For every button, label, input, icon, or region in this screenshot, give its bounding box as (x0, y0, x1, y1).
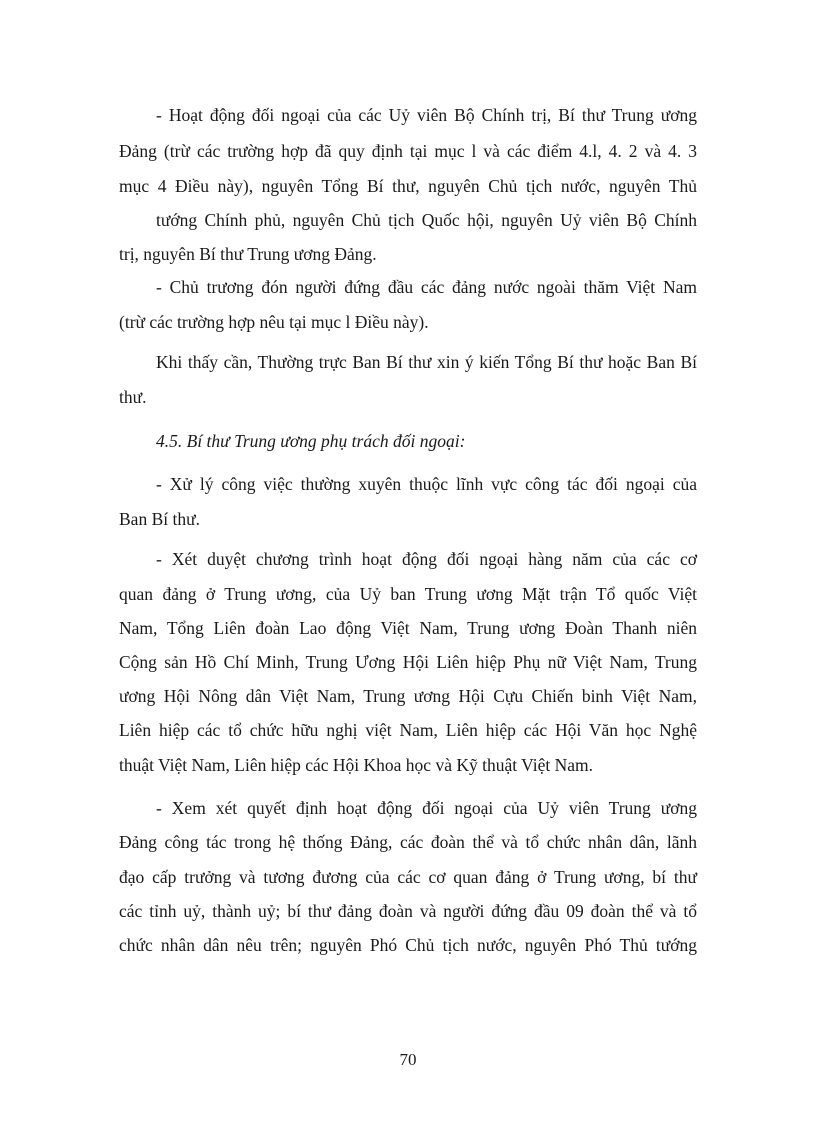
text-line: (trừ các trường hợp nêu tại mục l Điều này). (119, 312, 429, 332)
section-heading: 4.5. Bí thư Trung ương phụ trách đối ngoại: (156, 431, 466, 451)
text-line: Đảng (trừ các trường hợp đã quy định tại mục l và các điểm 4.l, 4. 2 và 4. 3 (119, 141, 697, 161)
text-line: - Xét duyệt chương trình hoạt động đối ngoại hàng năm của các cơ (156, 549, 697, 569)
text-line: chức nhân dân nêu trên; nguyên Phó Chủ tịch nước, nguyên Phó Thủ tướng (119, 935, 697, 955)
text-line: Cộng sản Hồ Chí Minh, Trung Ương Hội Liên hiệp Phụ nữ Việt Nam, Trung (119, 652, 697, 672)
text-line: - Xử lý công việc thường xuyên thuộc lĩnh vực công tác đối ngoại của (156, 474, 697, 494)
text-line: Đảng công tác trong hệ thống Đảng, các đoàn thể và tổ chức nhân dân, lãnh (119, 832, 697, 852)
text-line: Ban Bí thư. (119, 509, 200, 529)
text-line: tướng Chính phủ, nguyên Chủ tịch Quốc hội, nguyên Uỷ viên Bộ Chính (156, 210, 697, 230)
text-line: - Xem xét quyết định hoạt động đối ngoại của Uỷ viên Trung ương (156, 798, 697, 818)
text-line: các tỉnh uỷ, thành uỷ; bí thư đảng đoàn và người đứng đầu 09 đoàn thể và tổ (119, 901, 697, 921)
text-line: - Chủ trương đón người đứng đầu các đảng nước ngoài thăm Việt Nam (156, 277, 697, 297)
text-line: trị, nguyên Bí thư Trung ương Đảng. (119, 244, 377, 264)
text-line: thuật Việt Nam, Liên hiệp các Hội Khoa học và Kỹ thuật Việt Nam. (119, 755, 593, 775)
text-line: đạo cấp trưởng và tương đương của các cơ quan đảng ở Trung ương, bí thư (119, 867, 697, 887)
text-line: quan đảng ở Trung ương, của Uỷ ban Trung ương Mặt trận Tổ quốc Việt (119, 584, 697, 604)
text-line: mục 4 Điều này), nguyên Tổng Bí thư, nguyên Chủ tịch nước, nguyên Thủ (119, 176, 697, 196)
text-line: Liên hiệp các tổ chức hữu nghị việt Nam, Liên hiệp các Hội Văn học Nghệ (119, 720, 697, 740)
text-line: - Hoạt động đối ngoại của các Uỷ viên Bộ Chính trị, Bí thư Trung ương (156, 105, 697, 125)
text-line: Khi thấy cần, Thường trực Ban Bí thư xin ý kiến Tổng Bí thư hoặc Ban Bí (156, 352, 697, 372)
text-line: thư. (119, 387, 147, 407)
text-line: ương Hội Nông dân Việt Nam, Trung ương Hội Cựu Chiến binh Việt Nam, (119, 686, 697, 706)
text-line: Nam, Tổng Liên đoàn Lao động Việt Nam, Trung ương Đoàn Thanh niên (119, 618, 697, 638)
page-number: 70 (399, 1050, 417, 1069)
